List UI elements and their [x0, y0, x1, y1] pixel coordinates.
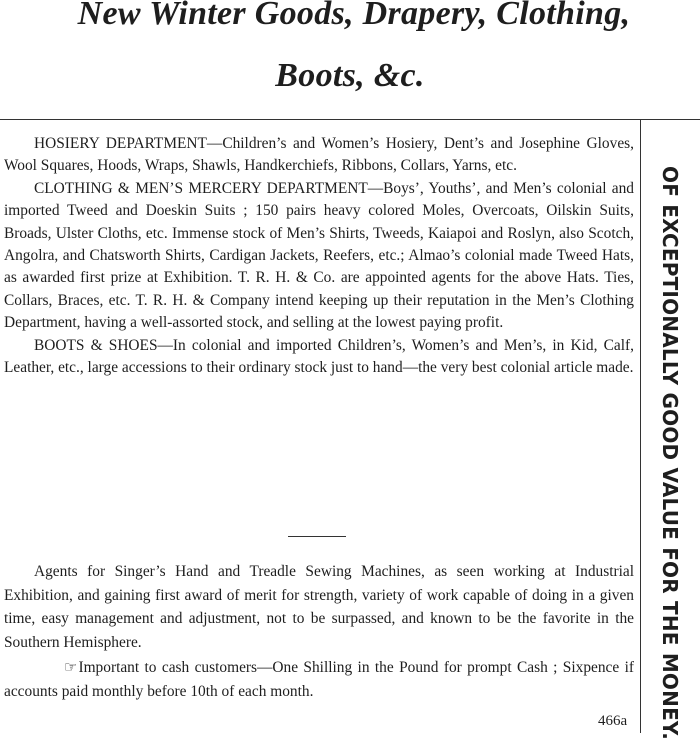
- page-number: 466a: [598, 713, 628, 729]
- headline-line-2: Boots, &c.: [275, 57, 425, 94]
- departments-column: [4, 133, 634, 379]
- agents-column: [4, 560, 634, 704]
- headline-line-1: New Winter Goods, Drapery, Clothing,: [77, 0, 631, 32]
- boots-paragraph: BOOTS & SHOES—In colonial and imported Children’s, Women’s and Men’s, in Kid, Calf, Leather, etc., large accessions to their ordinary stock just to hand—the very best colonial article made.: [4, 336, 634, 377]
- section-divider-rule: [288, 536, 346, 537]
- agents-paragraph: Agents for Singer’s Hand and Treadle Sewing Machines, as seen working at Industrial Exhibition, and gaining first award of merit for strength, variety of work capable of doing in a given time, easy management and adjustment, not to be surpassed, and known to be the favorite in the Southern Hemisphere.: [4, 563, 634, 651]
- side-banner-text: OF EXCEPTIONALLY GOOD VALUE FOR THE MONEY.: [658, 166, 682, 740]
- top-rule: [0, 119, 700, 120]
- clothing-paragraph: CLOTHING & MEN’S MERCERY DEPARTMENT—Boys’, Youths’, and Men’s colonial and imported Tweed and Doeskin Suits ; 150 pairs heavy colored Moles, Overcoats, Oilskin Suits, Broads, Ulster Cloths, etc. Immense stock of Men’s Shirts, Tweeds, Kaiapoi and Roslyn, also Scotch, Angolra, and Chatsworth Shirts, Cardigan Jackets, Reefers, etc.; Almao’s colonial made Tweed Hats, as awarded first prize at Exhibition. T. R. H. & Co. are appointed agents for the above Hats. Ties, Collars, Braces, etc. T. R. H. & Company intend keeping up their reputation in the Men’s Clothing Department, having a well-assorted stock, and selling at the lowest paying profit.: [4, 179, 634, 332]
- important-paragraph: [4, 656, 634, 703]
- pointing-hand-icon: ☞: [64, 658, 78, 677]
- hosiery-paragraph: HOSIERY DEPARTMENT—Children’s and Women’s Hosiery, Dent’s and Josephine Gloves, Wool Squares, Hoods, Wraps, Shawls, Handkerchiefs, Ribbons, Collars, Yarns, etc.: [4, 135, 634, 175]
- side-banner: [658, 166, 682, 740]
- important-text: Important to cash customers—One Shilling in the Pound for prompt Cash ; Sixpence if accounts paid monthly before 10th of each month.: [4, 659, 634, 700]
- column-divider: [640, 119, 641, 733]
